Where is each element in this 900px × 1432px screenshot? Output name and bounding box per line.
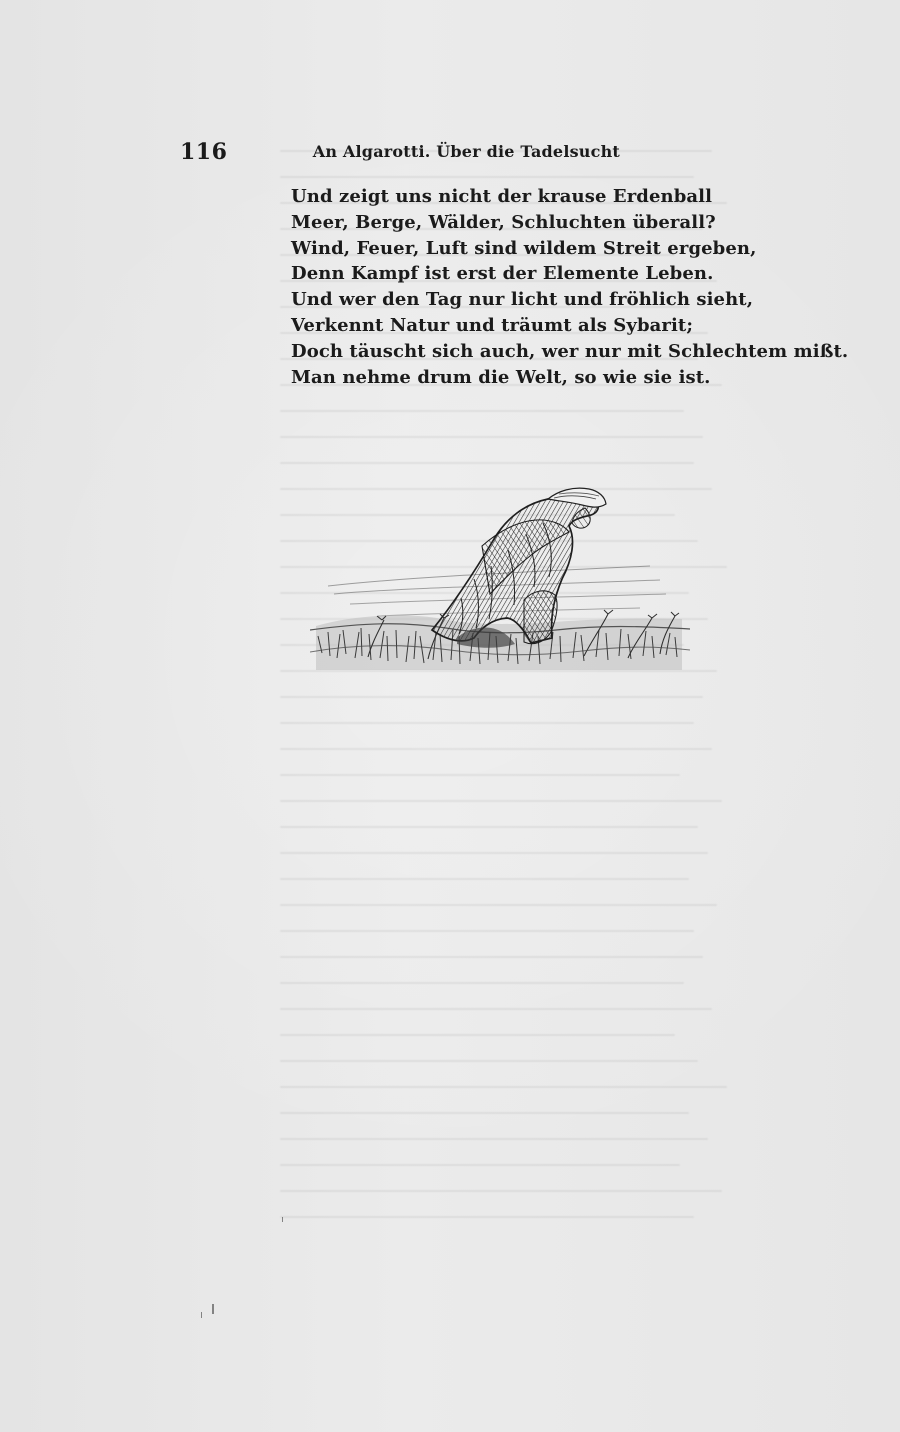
poem-line: Und wer den Tag nur licht und fröhlich sieht, (291, 289, 754, 311)
margin-mark (212, 1304, 214, 1314)
margin-mark (201, 1312, 202, 1318)
poem-line: Und zeigt uns nicht der krause Erdenball (291, 186, 713, 207)
poem-line: Denn Kampf ist erst der Elemente Leben. (291, 263, 714, 285)
poem-line: Doch täuscht sich auch, wer nur mit Schlechtem mißt. (291, 340, 849, 362)
poem-line: Meer, Berge, Wälder, Schluchten überall? (291, 211, 716, 233)
margin-mark (282, 1217, 283, 1222)
running-title: An Algarotti. Über die Tadelsucht (312, 142, 620, 161)
page-number: 116 (180, 139, 228, 165)
poem-line: Man nehme drum die Welt, so wie sie ist. (291, 366, 711, 388)
poem-line: Wind, Feuer, Luft sind wildem Streit ergeben, (291, 237, 757, 259)
poem-line: Verkennt Natur und träumt als Sybarit; (291, 314, 694, 336)
page-header (180, 139, 620, 167)
poem-block (291, 184, 849, 390)
kneeling-figure-illustration (310, 468, 690, 670)
